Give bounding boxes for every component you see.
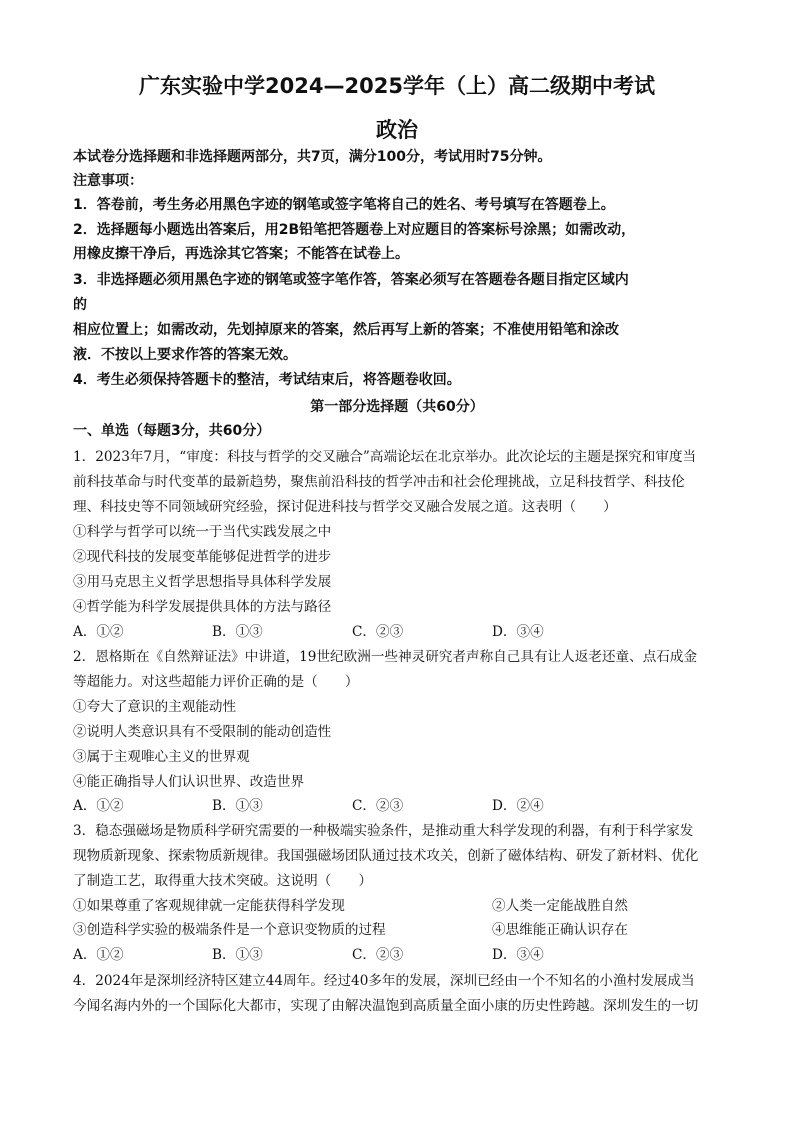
exam-title: 广东实验中学2024—2025学年（上）高二级期中考试 xyxy=(139,74,655,98)
question-item: ①如果尊重了客观规律就一定能获得科学发现 xyxy=(73,898,345,914)
question-item: ④哲学能为科学发展提供具体的方法与路径 xyxy=(73,599,332,615)
question-stem: 今闻名海内外的一个国际化大都市，实现了由解决温饱到高质量全面小康的历史性跨越。深圳发生的一切 xyxy=(73,998,699,1014)
option-d: D．③④ xyxy=(492,947,544,963)
question-stem: 3．稳态强磁场是物质科学研究需要的一种极端实验条件，是推动重大科学发现的利器，有利于科学家发 xyxy=(73,823,694,839)
question-stem: 前科技革命与时代变革的最新趋势，聚焦前沿科技的哲学冲击和社会伦理挑战，立足科技哲学、科技伦 xyxy=(73,474,685,490)
question-item: ①科学与哲学可以统一于当代实践发展之中 xyxy=(73,524,332,540)
option-c: C．②③ xyxy=(352,798,404,814)
subject-title: 政治 xyxy=(376,118,418,142)
question-item: ④能正确指导人们认识世界、改造世界 xyxy=(73,774,305,790)
option-b: B．①③ xyxy=(212,947,263,963)
notice-line: 1．答卷前，考生务必用黑色字迹的钢笔或签字笔将自己的姓名、考号填写在答题卷上。 xyxy=(73,197,615,213)
question-stem: 4．2024年是深圳经济特区建立44周年。经过40多年的发展，深圳已经由一个不知名的小渔村发展成当 xyxy=(73,973,695,989)
question-stem: 2．恩格斯在《自然辩证法》中讲道，19世纪欧洲一些神灵研究者声称自己具有让人返老还童、点石成金 xyxy=(73,649,698,665)
question-stem: 1．2023年7月，“审度：科技与哲学的交叉融合”高端论坛在北京举办。此次论坛的主题是探究和审度当 xyxy=(73,449,697,465)
option-a: A．①② xyxy=(73,624,124,640)
option-a: A．①② xyxy=(73,947,124,963)
notice-line: 用橡皮擦干净后，再选涂其它答案；不能答在试卷上。 xyxy=(73,246,409,262)
question-stem: 理、科技史等不同领域研究经验，探讨促进科技与哲学交叉融合发展之道。这表明（ ） xyxy=(73,499,617,515)
option-d: D．②④ xyxy=(492,798,544,814)
notice-line: 液．不按以上要求作答的答案无效。 xyxy=(73,347,297,363)
question-item: ②人类一定能战胜自然 xyxy=(492,898,628,914)
notice-line: 相应位置上；如需改动，先划掉原来的答案，然后再写上新的答案；不准使用铅笔和涂改 xyxy=(73,322,619,338)
notice-heading: 注意事项： xyxy=(73,173,143,189)
option-b: B．①③ xyxy=(212,798,263,814)
question-stem: 了制造工艺，取得重大技术突破。这说明（ ） xyxy=(73,873,373,889)
option-a: A．①② xyxy=(73,798,124,814)
question-stem: 现物质新现象、探索物质新规律。我国强磁场团队通过技术攻关，创新了磁体结构、研发了新材料、优化 xyxy=(73,848,699,864)
question-item: ④思维能正确认识存在 xyxy=(492,922,628,938)
question-item: ③用马克思主义哲学思想指导具体科学发展 xyxy=(73,574,332,590)
option-c: C．②③ xyxy=(352,947,404,963)
option-c: C．②③ xyxy=(352,624,404,640)
question-stem: 等超能力。对这些超能力评价正确的是（ ） xyxy=(73,674,359,690)
notice-line: 3．非选择题必须用黑色字迹的钢笔或签字笔作答，答案必须写在答题卷各题目指定区域内 xyxy=(73,272,629,288)
question-item: ②现代科技的发展变革能够促进哲学的进步 xyxy=(73,549,332,565)
option-d: D．③④ xyxy=(492,624,544,640)
exam-summary: 本试卷分选择题和非选择题两部分，共7页，满分100分，考试用时75分钟。 xyxy=(73,149,552,165)
question-item: ②说明人类意识具有不受限制的能动创造性 xyxy=(73,724,332,740)
option-b: B．①③ xyxy=(212,624,263,640)
question-item: ③属于主观唯心主义的世界观 xyxy=(73,749,250,765)
notice-line: 2．选择题每小题选出答案后，用2B铅笔把答题卷上对应题目的答案标号涂黑；如需改动， xyxy=(73,222,636,238)
question-item: ①夸大了意识的主观能动性 xyxy=(73,699,237,715)
question-item: ③创造科学实验的极端条件是一个意识变物质的过程 xyxy=(73,922,386,938)
notice-line: 的 xyxy=(73,297,87,313)
part-one-heading: 第一部分选择题（共60分） xyxy=(310,399,484,415)
notice-line: 4．考生必须保持答题卡的整洁，考试结束后，将答题卷收回。 xyxy=(73,372,461,388)
section-heading: 一、单选（每题3分，共60分） xyxy=(73,423,271,439)
